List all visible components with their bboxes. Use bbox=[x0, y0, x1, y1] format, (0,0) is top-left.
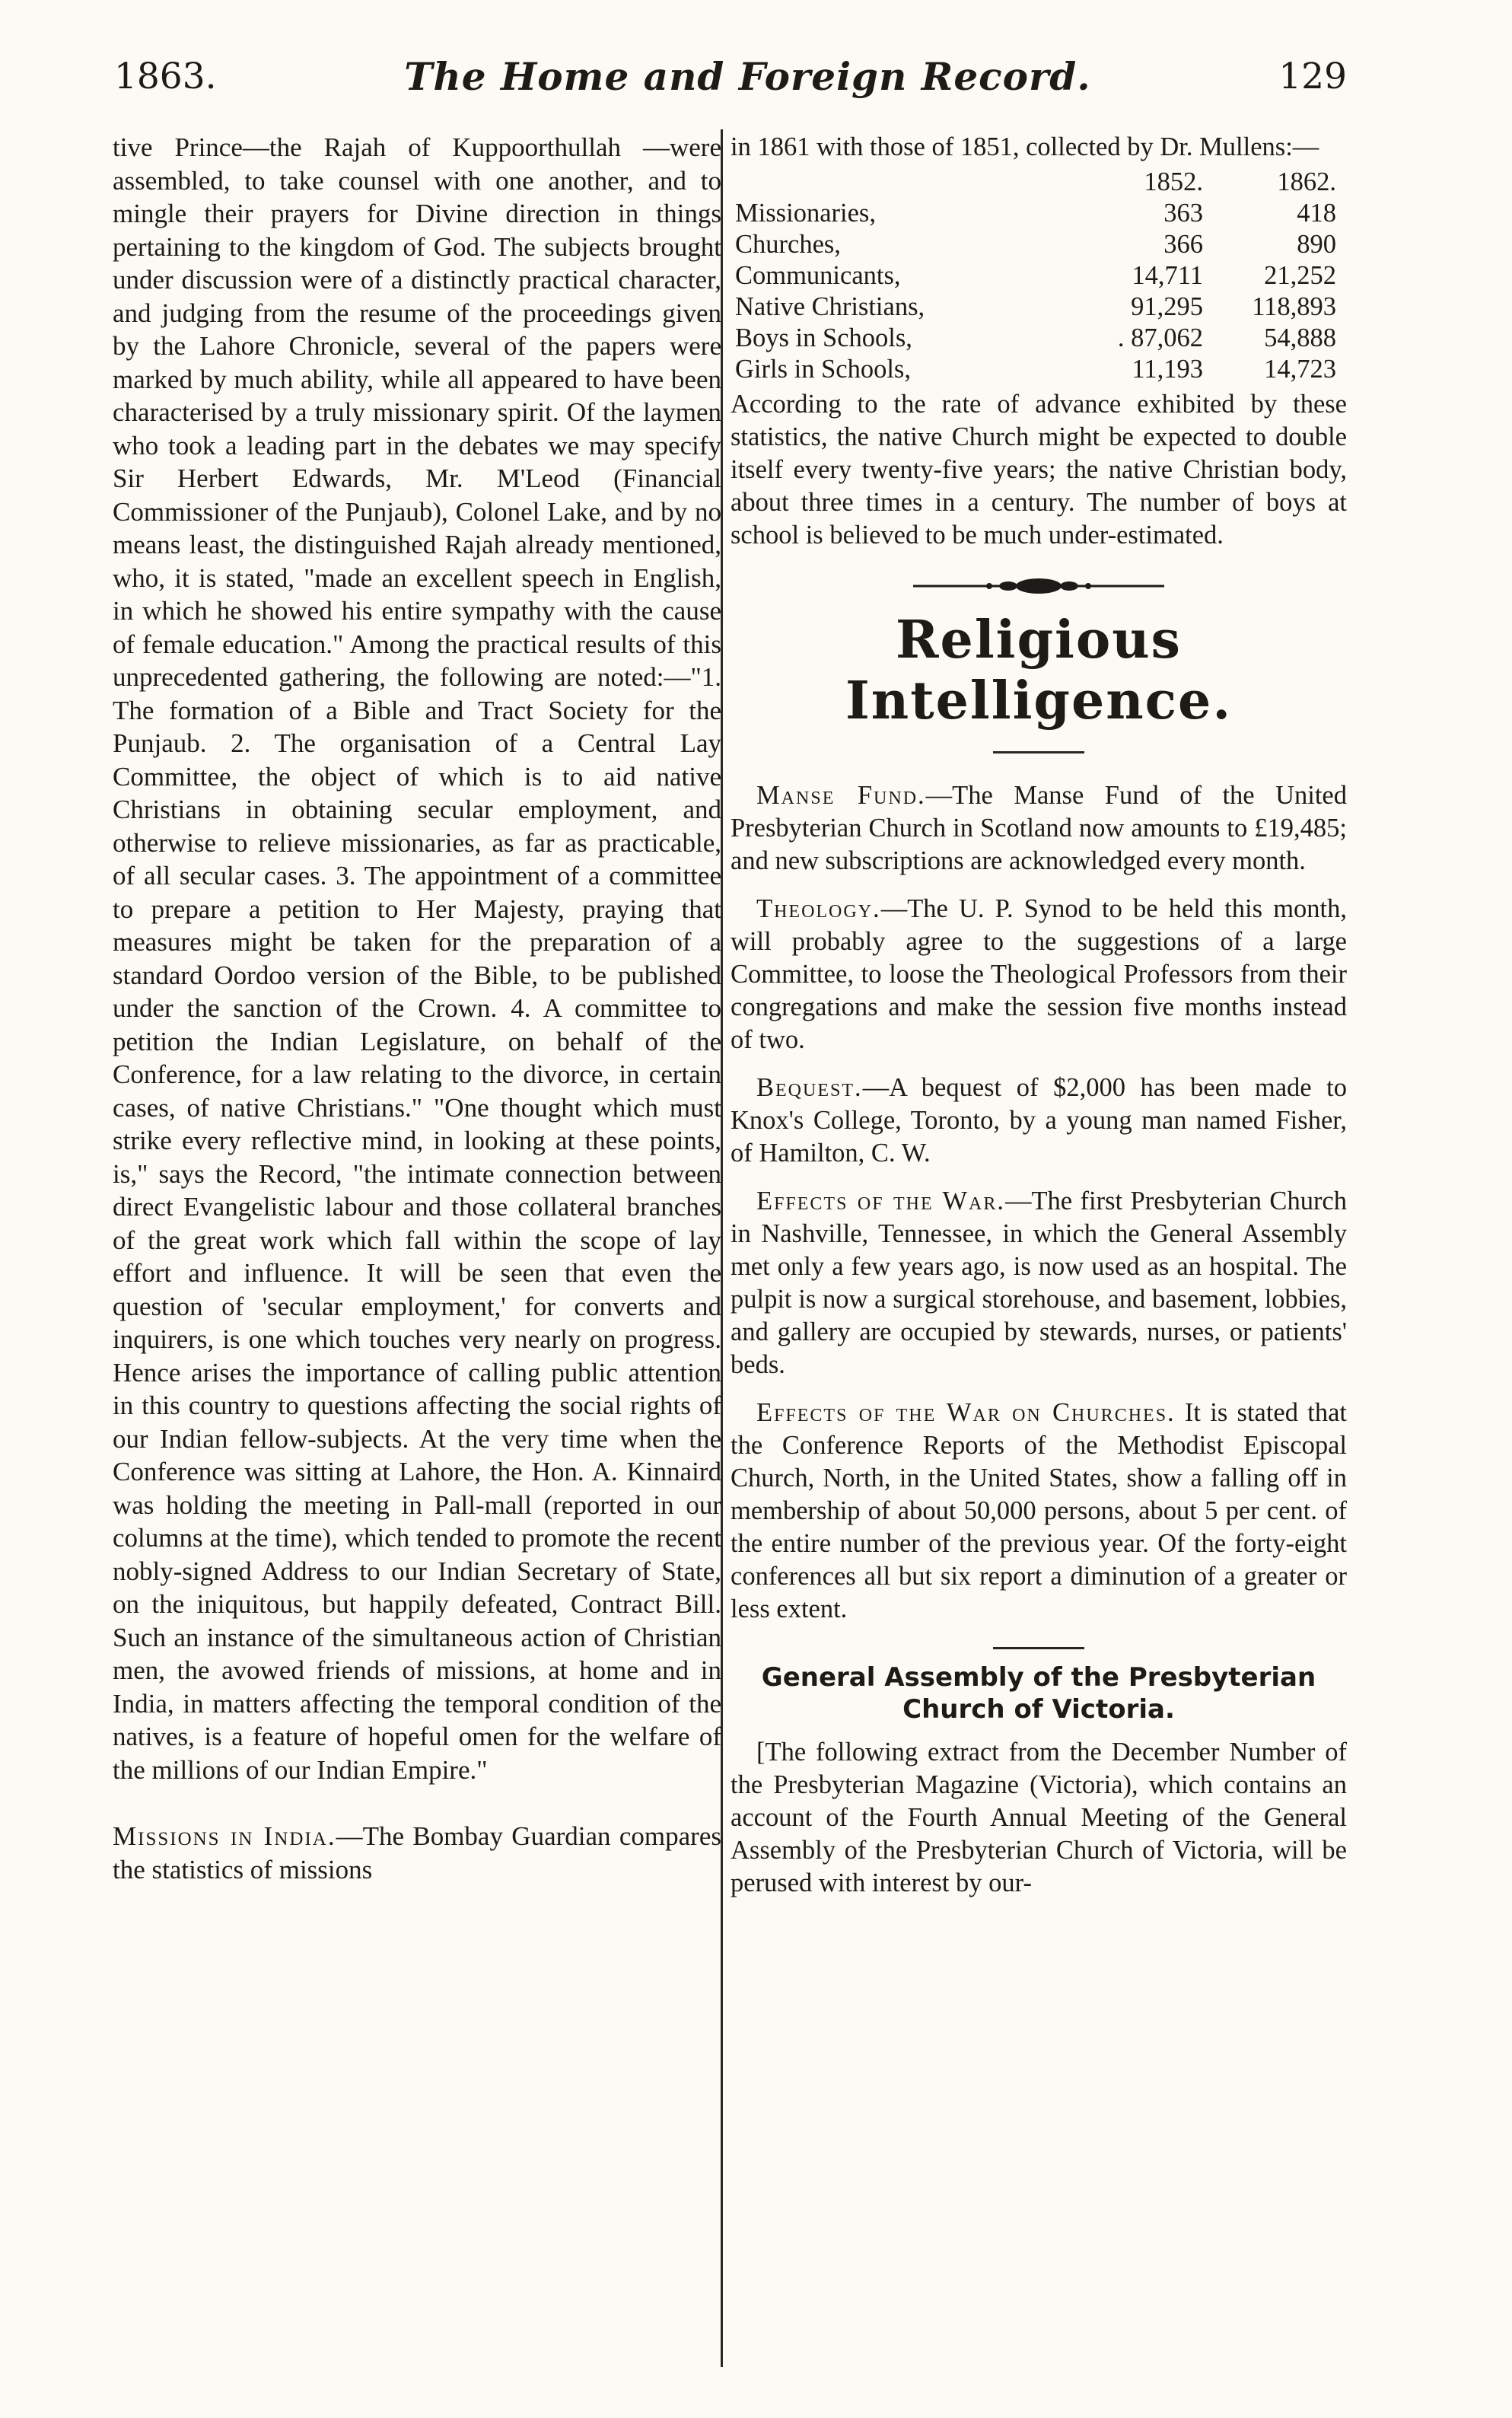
title-rule bbox=[993, 751, 1084, 753]
stats-intro: in 1861 with those of 1851, collected by Dr. Mullens:— bbox=[731, 132, 1319, 161]
news-item-heading: Effects of the War on Churches. bbox=[756, 1398, 1176, 1427]
news-item-text: It is stated that the Conference Reports of the Methodist Episcopal Church, North, in the United States, show a falling off in membership of about 50,000 persons, about 5 per cent. of the entire number of the previous year. Of the forty-eight conferences all but six report a diminution of a greater or less extent. bbox=[731, 1398, 1347, 1623]
missions-text: —The Bombay Guardian compares the statistics of missions bbox=[113, 1821, 721, 1884]
news-item-bequest bbox=[731, 1072, 1347, 1170]
page-number: 129 bbox=[1278, 55, 1347, 97]
stats-year-1852: 1852. bbox=[1144, 167, 1203, 196]
section-title: Religious Intelligence. bbox=[845, 610, 1232, 731]
left-article-body: tive Prince—the Rajah of Kuppoorthullah —were assembled, to take counsel with one another, and to mingle their prayers for Divine direction in things pertaining to the kingdom of God. The subjects brought under discussion were of a distinctly practical character, and judging from the resume of the proceedings given by the Lahore Chronicle, several of the papers were marked by much ability, while all appeared to have been characterised by a truly missionary spirit. Of the laymen who took a leading part in the debates we may specify Sir Herbert Edwards, Mr. M'Leod (Financial Commissioner of the Punjaub), Colonel Lake, and by no means least, the distinguished Rajah already mentioned, who, it is stated, "made an excellent speech in English, in which he showed his entire sympathy with the cause of female education." Among the practical results of this unprecedented gathering, the following are noted:—"1. The formation of a Bible and Tract Society for the Punjaub. 2. The organisation of a Central Lay Committee, the object of which is to aid native Christians in obtaining secular employment, and otherwise to relieve missionaries, as far as practicable, of all secular cases. 3. The appointment of a committee to prepare a petition to Her Majesty, praying that measures might be taken for the preparation of a standard Oordoo version of the Bible, to be published under the sanction of the Crown. 4. A committee to petition the Indian Legislature, on behalf of the Conference, for a law relating to the divorce, in certain cases, of native Christians." "One thought which must strike every reflective mind, in looking at these points, is," says the Record, "the intimate connection between direct Evangelistic labour and those collateral branches of the great work which fall within the scope of lay effort and influence. It will be seen that even the question of 'secular employment,' for converts and inquirers, is one which touches very nearly on progress. Hence arises the importance of calling public attention in this country to questions affecting the social rights of our Indian fellow-subjects. At the very time when the Conference was sitting at Lahore, the Hon. A. Kinnaird was holding the meeting in Pall-mall (reported in our columns at the time), which tended to promote the recent nobly-signed Address to our Indian Secretary of State, on the iniquitous, but happily defeated, Contract Bill. Such an instance of the simultaneous action of Christian men, the avowed friends of missions, at home and in India, in matters affecting the temporal condition of the natives, is a feature of hopeful omen for the welfare of the millions of our Indian Empire." bbox=[113, 132, 721, 1785]
news-item-text: —The U. P. Synod to be held this month, will probably agree to the suggestions of a large Committee, to loose the Theological Professors from their congregations and make the session five months instead of two. bbox=[731, 894, 1347, 1054]
stats-header-row bbox=[735, 167, 1336, 198]
missions-paragraph bbox=[113, 1820, 721, 1886]
table-row: Churches, 366 890 bbox=[735, 230, 1336, 259]
assembly-text: [The following extract from the December Number of the Presbyterian Magazine (Victoria), which contains an account of the Fourth Annual Meeting of the General Assembly of the Presbyterian Church of Victoria, will be perused with interest by our- bbox=[731, 1738, 1347, 1897]
assembly-heading: General Assembly of the Presbyterian Church of Victoria. bbox=[761, 1662, 1316, 1725]
news-item-manse-fund bbox=[731, 779, 1347, 878]
news-item-text: —A bequest of $2,000 has been made to Knox's College, Toronto, by a young man named Fisher, of Hamilton, C. W. bbox=[731, 1073, 1347, 1168]
table-row: Missionaries, 363 418 bbox=[735, 199, 1336, 228]
news-item-war-on-churches bbox=[731, 1397, 1347, 1626]
news-item-heading: Theology. bbox=[756, 894, 881, 923]
news-item-heading: Effects of the War. bbox=[756, 1187, 1005, 1215]
stats-year-1862: 1862. bbox=[1277, 167, 1336, 196]
header-year: 1863. bbox=[114, 55, 217, 97]
right-column bbox=[731, 131, 1347, 1900]
table-row: Boys in Schools, . 87,062 54,888 bbox=[735, 323, 1336, 352]
news-item-effects-of-war bbox=[731, 1185, 1347, 1381]
news-item-text: —The Manse Fund of the United Presbyterian Church in Scotland now amounts to £19,485; and new subscriptions are acknowledged every month. bbox=[731, 781, 1347, 875]
journal-title: The Home and Foreign Record. bbox=[404, 53, 1091, 99]
news-item-text: —The first Presbyterian Church in Nashville, Tennessee, in which the General Assembly met only a few years ago, is now used as an hospital. The pulpit is now a surgical storehouse, and basement, lobbies, and gallery are occupied by stewards, nurses, or patients' beds. bbox=[731, 1187, 1347, 1379]
table-row: Native Christians, 91,295 118,893 bbox=[735, 292, 1336, 321]
news-item-heading: Bequest. bbox=[756, 1073, 863, 1102]
table-row: Girls in Schools, 11,193 14,723 bbox=[735, 355, 1336, 384]
statistics-table bbox=[735, 167, 1336, 385]
missions-heading: Missions in India. bbox=[113, 1821, 336, 1851]
table-row: Communicants, 14,711 21,252 bbox=[735, 261, 1336, 290]
news-item-theology bbox=[731, 893, 1347, 1056]
ornament-divider-icon bbox=[913, 575, 1164, 597]
news-item-heading: Manse Fund. bbox=[756, 781, 926, 810]
section-rule bbox=[993, 1647, 1084, 1649]
left-column bbox=[113, 131, 721, 1886]
running-head bbox=[114, 38, 1347, 114]
stats-commentary: According to the rate of advance exhibited by these statistics, the native Church might be expected to double itself every twenty-five years; the native Christian body, about three times in a century. The number of boys at school is believed to be much under-estimated. bbox=[731, 390, 1347, 550]
